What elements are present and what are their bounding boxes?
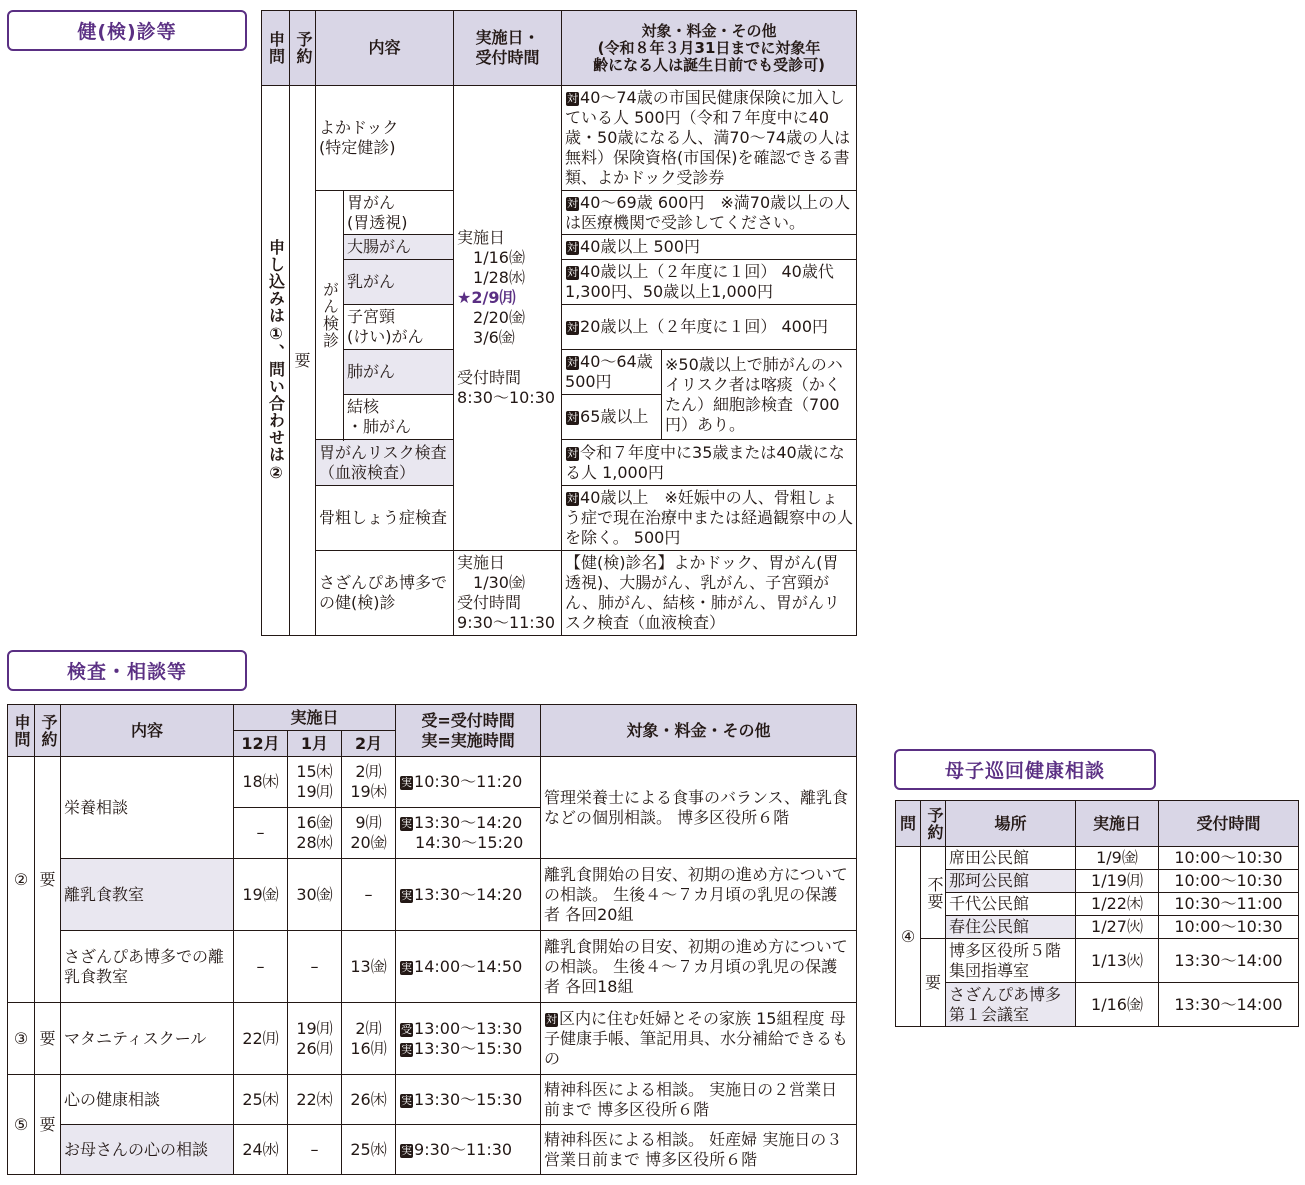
kokoro-d12: 25㈭ xyxy=(234,1075,288,1125)
boshi-place-5: さざんぴあ博多 第１会議室 xyxy=(946,983,1076,1027)
date-main: 実施日 1/16㈮ 1/28㈬ ★2/9㈪ 2/20㈮ 3/6㈮ 受付時間 8:30〜10:30 xyxy=(454,86,562,551)
boshi-you: 要 xyxy=(921,939,946,1027)
mata-time: 受 13:00〜13:30 実 13:30〜15:30 xyxy=(396,1003,541,1075)
rinyu-time: 実 13:30〜14:20 xyxy=(396,859,541,931)
col3-date: 実施日 xyxy=(1076,801,1159,847)
row-shikyu-name: 子宮頸 (けい)がん xyxy=(344,305,454,350)
rinyu-d1: 30㈮ xyxy=(288,859,342,931)
boshi-place-2: 千代公民館 xyxy=(946,893,1076,916)
rinyu-name: 離乳食教室 xyxy=(61,859,234,931)
boshi-place-1: 那珂公民館 xyxy=(946,870,1076,893)
eiyou-r2-d2: 9㈪ 20㈮ xyxy=(342,808,396,859)
okaa-name: お母さんの心の相談 xyxy=(61,1125,234,1175)
kokoro-info: 精神科医による相談。 実施日の２営業日前まで 博多区役所６階 xyxy=(541,1075,857,1125)
gan-label: がん検診 xyxy=(316,191,344,440)
date-sazan: 実施日 1/30㈮ 受付時間 9:30〜11:30 xyxy=(454,551,562,636)
col2-m12: 12月 xyxy=(234,731,288,757)
row-sazan-name: さざんぴあ博多での健(検)診 xyxy=(316,551,454,636)
sazan-d2: 13㈮ xyxy=(342,931,396,1003)
kokoro-d1: 22㈭ xyxy=(288,1075,342,1125)
mata-info: 対 区内に住む妊婦とその家族 15組程度 母子健康手帳、筆記用具、水分補給できるもの xyxy=(541,1003,857,1075)
kensa-moushi-3: ③ xyxy=(8,1003,35,1075)
eiyou-r2-time: 実 13:30〜14:20 14:30〜15:20 xyxy=(396,808,541,859)
boshi-place-3: 春住公民館 xyxy=(946,916,1076,939)
yoyaku-cell: 要 xyxy=(290,86,316,636)
eiyou-r1-d2: 2㈪ 19㈭ xyxy=(342,757,396,808)
eiyou-r2-d12: – xyxy=(234,808,288,859)
row-risk-info: 対 令和７年度中に35歳または40歳になる人 1,000円 xyxy=(562,440,857,486)
row-hai-note: ※50歳以上で肺がんのハイリスク者は喀痰（かくたん）細胞診検査（700円）あり。 xyxy=(662,350,857,440)
kensa-table xyxy=(7,704,857,1175)
date-star: ★2/9㈪ xyxy=(457,288,516,307)
col3-time: 受付時間 xyxy=(1159,801,1299,847)
row-igan-name: 胃がん (胃透視) xyxy=(344,191,454,235)
row-shikyu-info: 対 20歳以上（２年度に１回） 400円 xyxy=(562,305,857,350)
boshi-time-5: 13:30〜14:00 xyxy=(1159,983,1299,1027)
col3-place: 場所 xyxy=(946,801,1076,847)
row-kotsu-name: 骨粗しょう症検査 xyxy=(316,486,454,551)
row-kotsu-info: 対 40歳以上 ※妊娠中の人、骨粗しょう症で現在治療中または経過観察中の人を除く。 500円 xyxy=(562,486,857,551)
okaa-d12: 24㈬ xyxy=(234,1125,288,1175)
col2-target: 対象・料金・その他 xyxy=(541,705,857,757)
mata-name: マタニティスクール xyxy=(61,1003,234,1075)
kensa-moushi-2: ② xyxy=(8,757,35,1003)
row-daicho-info: 対 40歳以上 500円 xyxy=(562,235,857,260)
boshi-table xyxy=(895,800,1299,1027)
sazan-name: さざんぴあ博多での離乳食教室 xyxy=(61,931,234,1003)
sazan-d12: – xyxy=(234,931,288,1003)
mata-d12: 22㈪ xyxy=(234,1003,288,1075)
boshi-time-0: 10:00〜10:30 xyxy=(1159,847,1299,870)
boshi-date-3: 1/27㈫ xyxy=(1076,916,1159,939)
col-date: 実施日・ 受付時間 xyxy=(454,11,562,86)
col2-naiyou: 内容 xyxy=(61,705,234,757)
kokoro-name: 心の健康相談 xyxy=(61,1075,234,1125)
section-title-kensa: 検査・相談等 xyxy=(7,650,247,691)
col2-m2: 2月 xyxy=(342,731,396,757)
col-naiyou: 内容 xyxy=(316,11,454,86)
rinyu-d2: – xyxy=(342,859,396,931)
row-daicho-name: 大腸がん xyxy=(344,235,454,260)
col2-date: 実施日 xyxy=(234,705,396,731)
kensa-yoyaku-3: 要 xyxy=(35,1003,61,1075)
boshi-date-1: 1/19㈪ xyxy=(1076,870,1159,893)
sazan-info: 離乳食開始の目安、初期の進め方についての相談。 生後４〜７カ月頃の乳児の保護者 各回18組 xyxy=(541,931,857,1003)
kensa-moushi-5: ⑤ xyxy=(8,1075,35,1175)
eiyou-name: 栄養相談 xyxy=(61,757,234,859)
row-igan-info: 対 40〜69歳 600円 ※満70歳以上の人は医療機関で受診してください。 xyxy=(562,191,857,235)
row-kekkaku-name: 結核 ・肺がん xyxy=(344,395,454,440)
col3-moushi: 問 xyxy=(896,801,921,847)
target-icon: 対 xyxy=(567,92,579,105)
eiyou-r1-d1: 15㈭ 19㈪ xyxy=(288,757,342,808)
eiyou-r1-time: 実 10:30〜11:20 xyxy=(396,757,541,808)
boshi-date-0: 1/9㈮ xyxy=(1076,847,1159,870)
section-title-boshi: 母子巡回健康相談 xyxy=(894,749,1156,790)
boshi-time-4: 13:30〜14:00 xyxy=(1159,939,1299,983)
okaa-info: 精神科医による相談。 妊産婦 実施日の３営業日前まで 博多区役所６階 xyxy=(541,1125,857,1175)
boshi-place-4: 博多区役所５階 集団指導室 xyxy=(946,939,1076,983)
boshi-time-3: 10:00〜10:30 xyxy=(1159,916,1299,939)
row-sazan-info: 【健(検)診名】よかドック、胃がん(胃透視)、大腸がん、乳がん、子宮頸がん、肺がん、結核・肺がん、胃がんリスク検査（血液検査） xyxy=(562,551,857,636)
rinyu-info: 離乳食開始の目安、初期の進め方についての相談。 生後４〜７カ月頃の乳児の保護者 各回20組 xyxy=(541,859,857,931)
col-target: 対象・料金・その他 (令和８年３月31日までに対象年 齢になる人は誕生日前でも受診可) xyxy=(562,11,857,86)
rinyu-d12: 19㈮ xyxy=(234,859,288,931)
kokoro-d2: 26㈭ xyxy=(342,1075,396,1125)
col3-yoyaku: 予約 xyxy=(921,801,946,847)
okaa-d1: – xyxy=(288,1125,342,1175)
col2-moushi: 申問 xyxy=(8,705,35,757)
boshi-time-1: 10:00〜10:30 xyxy=(1159,870,1299,893)
mata-d1: 19㈪ 26㈪ xyxy=(288,1003,342,1075)
okaa-time: 実 9:30〜11:30 xyxy=(396,1125,541,1175)
row-risk-name: 胃がんリスク検査（血液検査） xyxy=(316,440,454,486)
moushi-cell: 申し込みは①、問い合わせは② xyxy=(262,86,290,636)
row-yoka-info: 対 40〜74歳の市国民健康保険に加入している人 500円（令和７年度中に40歳・50歳になる人、満70〜74歳の人は無料）保険資格(市国保)を確認できる書類、よかドック受診券 xyxy=(562,86,857,191)
row-hai-info1: 対 40〜64歳 500円 xyxy=(562,350,662,395)
boshi-fuyou: 不要 xyxy=(921,847,946,939)
boshi-moushi: ④ xyxy=(896,847,921,1027)
sazan-d1: – xyxy=(288,931,342,1003)
eiyou-r1-d12: 18㈭ xyxy=(234,757,288,808)
row-nyu-name: 乳がん xyxy=(344,260,454,305)
row-hai-name: 肺がん xyxy=(344,350,454,395)
col-yoyaku: 予約 xyxy=(290,11,316,86)
row-yoka-name: よかドック (特定健診) xyxy=(316,86,454,191)
section-title-kenshin: 健(検)診等 xyxy=(7,10,247,51)
kensa-yoyaku-5: 要 xyxy=(35,1075,61,1175)
kokoro-time: 実 13:30〜15:30 xyxy=(396,1075,541,1125)
boshi-date-2: 1/22㈭ xyxy=(1076,893,1159,916)
eiyou-r2-d1: 16㈮ 28㈬ xyxy=(288,808,342,859)
kensa-yoyaku-2: 要 xyxy=(35,757,61,1003)
okaa-d2: 25㈬ xyxy=(342,1125,396,1175)
boshi-date-4: 1/13㈫ xyxy=(1076,939,1159,983)
mata-d2: 2㈪ 16㈪ xyxy=(342,1003,396,1075)
boshi-date-5: 1/16㈮ xyxy=(1076,983,1159,1027)
kenshin-table xyxy=(261,10,857,636)
col2-yoyaku: 予約 xyxy=(35,705,61,757)
row-nyu-info: 対 40歳以上（２年度に１回） 40歳代1,300円、50歳以上1,000円 xyxy=(562,260,857,305)
boshi-time-2: 10:30〜11:00 xyxy=(1159,893,1299,916)
boshi-place-0: 席田公民館 xyxy=(946,847,1076,870)
sazan-time: 実 14:00〜14:50 xyxy=(396,931,541,1003)
row-hai-info2: 対 65歳以上 xyxy=(562,395,662,440)
col2-m1: 1月 xyxy=(288,731,342,757)
eiyou-info: 管理栄養士による食事のバランス、離乳食などの個別相談。 博多区役所６階 xyxy=(541,757,857,859)
col2-time: 受=受付時間 実=実施時間 xyxy=(396,705,541,757)
col-moushi: 申問 xyxy=(262,11,290,86)
